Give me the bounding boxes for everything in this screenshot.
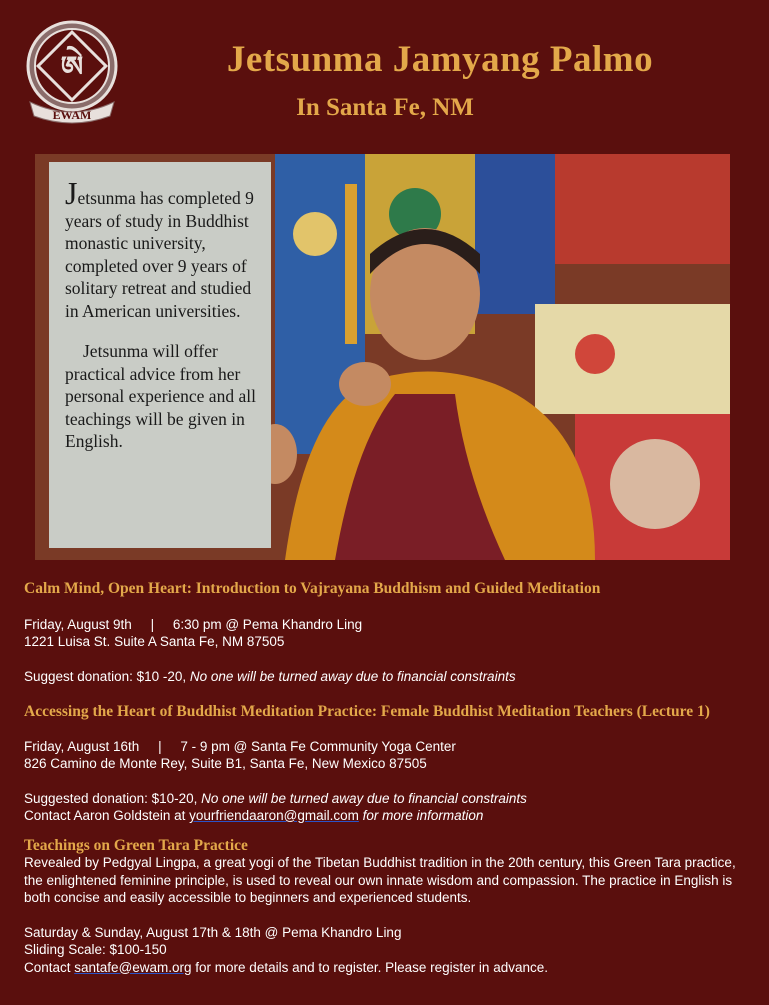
event3-contact-line: [24, 959, 744, 977]
event3-description: Revealed by Pedgyal Lingpa, a great yogi of the Tibetan Buddhist tradition in the 20th century, this Green Tara practice, the enlightened feminine principle, is used to reveal our own innate wisdom and compassion. The practice in English is both concise and easily accessible to beginners and experienced students.: [24, 855, 736, 905]
event2-contact-prefix: Contact Aaron Goldstein at: [24, 808, 190, 823]
page-title: Jetsunma Jamyang Palmo: [226, 39, 654, 80]
ewam-logo: [22, 18, 122, 126]
svg-text:ཨེ: ཨེ: [60, 50, 84, 83]
event1-when: Friday, August 9th | 6:30 pm @ Pema Khandro Ling: [24, 616, 363, 632]
event2-donation-line: [24, 790, 744, 808]
event3-when: Saturday & Sunday, August 17th & 18th @ Pema Khandro Ling: [24, 924, 402, 940]
event1-donation-note: No one will be turned away due to financial constraints: [189, 668, 516, 684]
page-subtitle: In Santa Fe, NM: [296, 94, 474, 121]
event3-contact-suffix: for more details and to register. Please register in advance.: [191, 959, 548, 975]
event1-heading: Calm Mind, Open Heart: Introduction to Vajrayana Buddhism and Guided Meditation: [24, 580, 601, 597]
event2-contact-email-link[interactable]: yourfriendaaron@gmail.com: [189, 808, 359, 823]
intro-panel: [49, 162, 271, 548]
event3-heading: Teachings on Green Tara Practice: [24, 836, 248, 854]
event3-contact-email-link[interactable]: santafe@ewam.org: [74, 959, 192, 975]
events-section: [24, 580, 744, 976]
event3-contact-prefix: Contact: [24, 959, 75, 975]
event1-donation: Suggest donation: $10 -20,: [24, 668, 190, 684]
event2-contact-line: [24, 807, 744, 825]
event2-donation: Suggested donation: $10-20,: [24, 790, 202, 806]
event3-fee: Sliding Scale: $100-150: [24, 942, 167, 957]
event1-donation-line: [24, 668, 744, 686]
event2-address: 826 Camino de Monte Rey, Suite B1, Santa Fe, New Mexico 87505: [24, 756, 427, 771]
event2-heading: Accessing the Heart of Buddhist Meditation Practice: Female Buddhist Meditation Teachers (Lecture 1): [24, 703, 710, 720]
event2-contact-suffix: for more information: [358, 808, 484, 823]
teacher-photo: [35, 154, 730, 560]
intro-paragraph-2: Jetsunma will offer practical advice from her personal experience and all teachings will be given in English.: [65, 341, 256, 451]
event2-donation-note: No one will be turned away due to financial constraints: [201, 790, 527, 806]
event2-when: Friday, August 16th | 7 - 9 pm @ Santa Fe Community Yoga Center: [24, 738, 456, 754]
intro-dropcap: J: [65, 175, 78, 211]
event1-address: 1221 Luisa St. Suite A Santa Fe, NM 87505: [24, 634, 285, 649]
intro-paragraph-1: etsunma has completed 9 years of study in Buddhist monastic university, completed over 9 years of solitary retreat and studied in American universities.: [65, 188, 254, 321]
logo-text: EWAM: [52, 108, 92, 122]
